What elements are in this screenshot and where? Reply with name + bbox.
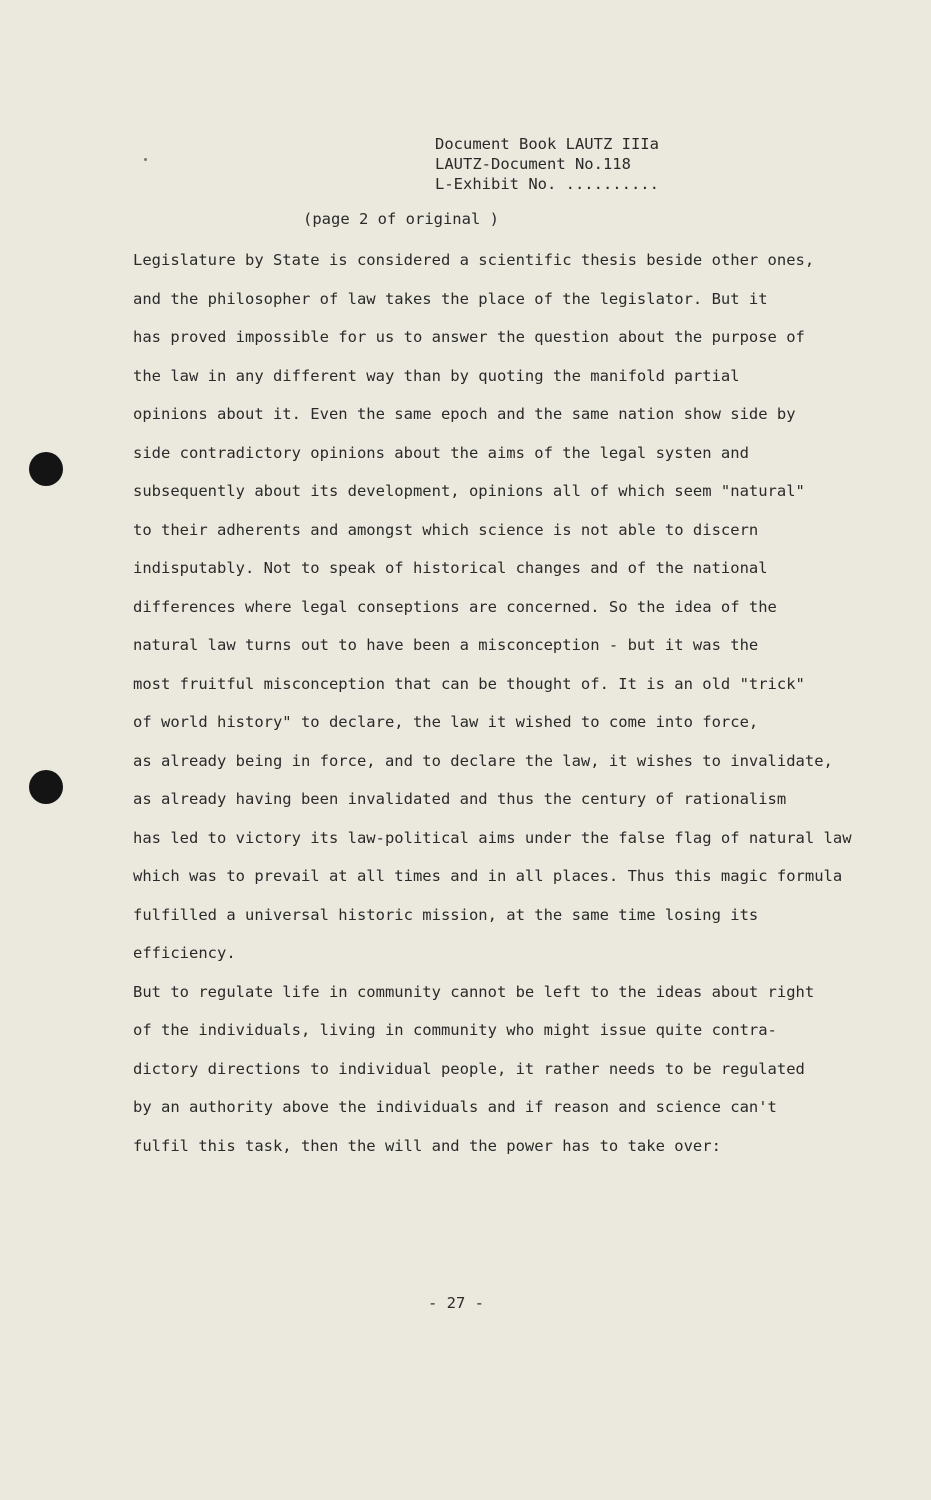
text-line: fulfil this task, then the will and the power has to take over: — [133, 1136, 721, 1155]
text-line: which was to prevail at all times and in all places. Thus this magic formula — [133, 867, 843, 885]
document-book-label: Document Book LAUTZ IIIa — [435, 135, 659, 153]
text-line: as already being in force, and to declare the law, it wishes to invalidate, — [133, 751, 833, 770]
text-line: dictory directions to individual people, it rather needs to be regulated — [133, 1059, 805, 1078]
text-line: and the philosopher of law takes the place of the legislator. But it — [133, 289, 768, 308]
text-line: of world history" to declare, the law it wished to come into force, — [133, 713, 759, 731]
document-number-label: LAUTZ-Document No.118 — [435, 155, 631, 173]
text-line: by an authority above the individuals and if reason and science can't — [133, 1098, 777, 1116]
text-line: Legislature by State is considered a scientific thesis beside other ones, — [133, 251, 815, 269]
exhibit-number-label: L-Exhibit No. .......... — [435, 175, 659, 193]
text-line: indisputably. Not to speak of historical changes and of the national — [133, 559, 768, 577]
text-line: most fruitful misconception that can be thought of. It is an old "trick" — [133, 674, 805, 693]
text-line: natural law turns out to have been a misconception - but it was the — [133, 636, 759, 654]
text-line: to their adherents and amongst which science is not able to discern — [133, 520, 759, 539]
page-reference: (page 2 of original ) — [303, 210, 499, 228]
text-line: efficiency. — [133, 944, 236, 962]
text-line: has led to victory its law-political aims under the false flag of natural law — [133, 828, 852, 847]
text-line: side contradictory opinions about the aims of the legal systen and — [133, 443, 749, 462]
punch-hole-top — [29, 452, 63, 486]
text-line: opinions about it. Even the same epoch and the same nation show side by — [133, 405, 796, 423]
text-line: differences where legal conseptions are concerned. So the idea of the — [133, 597, 777, 616]
body-text — [133, 245, 852, 1169]
text-line: fulfilled a universal historic mission, at the same time losing its — [133, 905, 759, 924]
text-line: the law in any different way than by quoting the manifold partial — [133, 366, 740, 385]
text-line: of the individuals, living in community who might issue quite contra- — [133, 1021, 777, 1039]
page-number: - 27 - — [428, 1294, 484, 1312]
text-line: subsequently about its development, opinions all of which seem "natural" — [133, 482, 805, 500]
document-header — [435, 134, 659, 194]
text-line: But to regulate life in community cannot be left to the ideas about right — [133, 982, 815, 1001]
paper-speck — [144, 158, 147, 161]
text-line: as already having been invalidated and thus the century of rationalism — [133, 790, 787, 808]
punch-hole-bottom — [29, 770, 63, 804]
text-line: has proved impossible for us to answer the question about the purpose of — [133, 328, 805, 346]
